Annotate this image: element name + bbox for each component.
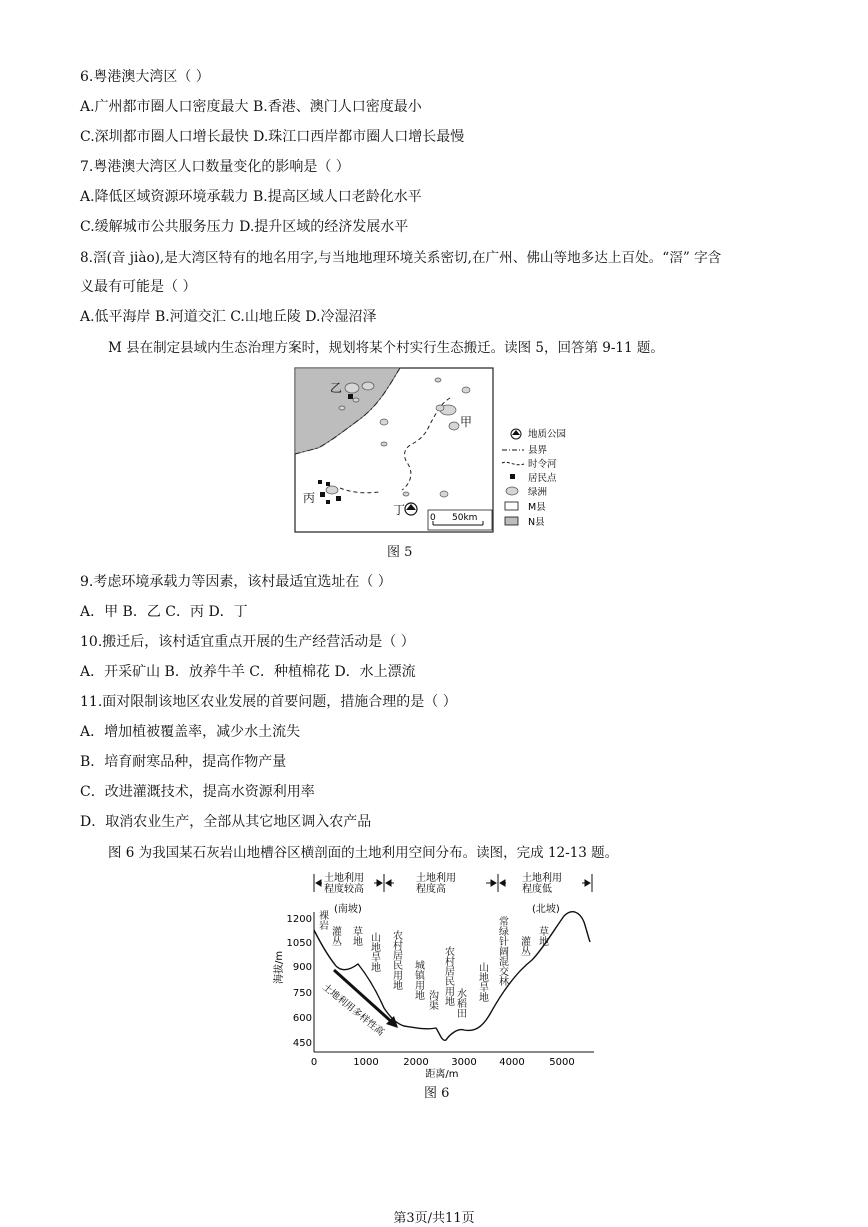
q8-options: A.低平海岸 B.河道交汇 C.山地丘陵 D.冷湿沼泽 (80, 309, 377, 325)
legend-river: 时令河 (528, 459, 557, 470)
oasis (403, 492, 409, 496)
q8-stem-2: 义最有可能是（ ） (80, 279, 197, 295)
x-tick: 2000 (403, 1057, 429, 1068)
x-axis-label: 距离/m (425, 1069, 459, 1078)
scale-distance: 50km (452, 513, 478, 523)
label-rural-residential-1: 农村居民用地 (390, 930, 402, 990)
q11-option-b: B．培育耐寒品种，提高作物产量 (80, 754, 287, 770)
q11-option-d: D．取消农业生产，全部从其它地区调入农产品 (80, 814, 372, 830)
figure-6-caption: 图 6 (424, 1086, 450, 1101)
y-tick: 1050 (286, 938, 312, 949)
oasis (339, 406, 345, 410)
band-label-2-line-1: 土地利用 (416, 873, 456, 884)
legend-river-icon (502, 462, 524, 465)
settlement (318, 480, 322, 484)
legend-oasis-icon (506, 487, 518, 495)
legend-oasis: 绿洲 (528, 487, 548, 498)
q9-options: A．甲 B．乙 C．丙 D．丁 (80, 604, 248, 620)
q6-options-2: C.深圳都市圈人口增长最快 D.珠江口西岸都市圈人口增长最慢 (80, 129, 465, 145)
q7-options-1: A.降低区域资源环境承载力 B.提高区域人口老龄化水平 (80, 189, 422, 205)
oasis (449, 422, 459, 430)
figure-5-map (290, 364, 590, 536)
label-grass-north: 草地 (536, 926, 548, 946)
legend-boundary: 县界 (528, 445, 548, 456)
oasis (326, 486, 338, 494)
figure-5-caption: 图 5 (387, 545, 413, 560)
x-tick: 4000 (499, 1057, 525, 1068)
band-label-2-line-2: 程度高 (416, 884, 446, 895)
figure-6-profile (270, 866, 610, 1078)
x-tick: 3000 (451, 1057, 477, 1068)
intro-figure-5: M 县在制定县域内生态治理方案时，规划将某个村实行生态搬迁。读图 5，回答第 9-11 题。 (108, 340, 664, 356)
y-tick: 1200 (286, 914, 312, 925)
label-mixed-forest: 常绿针阔混交林 (496, 916, 508, 986)
q8-stem-1: 8.滘(音 jiào),是大湾区特有的地名用字,与当地地理环境关系密切,在广州、佛山等地多达上百处。“滘” 字含 (80, 250, 722, 266)
band-label-1-line-1: 土地利用 (324, 873, 364, 884)
scale-zero: 0 (430, 513, 436, 523)
legend-settlement: 居民点 (528, 473, 557, 484)
north-slope-label: (北坡) (532, 904, 560, 915)
label-canal: 沟渠 (426, 990, 438, 1010)
page-footer: 第3页/共11页 (393, 1211, 475, 1226)
legend-n-county-icon (505, 517, 518, 525)
settlement (326, 500, 330, 504)
oasis (353, 398, 359, 402)
place-ding: 丁 (393, 503, 406, 517)
oasis (362, 382, 374, 390)
y-tick: 900 (292, 962, 312, 973)
y-tick: 750 (292, 988, 312, 999)
oasis (440, 491, 448, 497)
q9-stem: 9.考虑环境承载力等因素，该村最适宜选址在（ ） (80, 574, 392, 590)
q10-options: A．开采矿山 B．放养牛羊 C．种植棉花 D．水上漂流 (80, 664, 416, 680)
oasis (381, 442, 387, 446)
oasis (435, 378, 441, 382)
place-jia: 甲 (460, 415, 473, 429)
label-bare-rock: 裸岩 (316, 910, 328, 930)
label-urban-land: 城镇用地 (412, 960, 424, 1000)
q11-stem: 11.面对限制该地区农业发展的首要问题，措施合理的是（ ） (80, 694, 457, 710)
settlement (320, 492, 325, 497)
settlement (348, 394, 353, 399)
diversity-arrow-label: 土地利用多样性高 (320, 981, 387, 1039)
legend-settlement-icon (510, 474, 515, 479)
y-tick: 600 (292, 1013, 312, 1024)
band-label-3-line-2: 程度低 (522, 884, 552, 895)
oasis (436, 405, 444, 411)
y-axis-label: 海拔/m (274, 950, 285, 984)
label-dryland-north: 山地旱地 (476, 962, 488, 1002)
oasis (462, 387, 470, 393)
legend-n-county: N县 (528, 517, 545, 528)
x-tick: 5000 (549, 1057, 575, 1068)
q11-option-a: A．增加植被覆盖率，减少水土流失 (80, 724, 301, 740)
legend-m-county-icon (505, 502, 518, 510)
settlement (336, 496, 341, 501)
band-label-3-line-1: 土地利用 (522, 873, 562, 884)
x-tick: 1000 (353, 1057, 379, 1068)
label-paddy: 水稻田 (454, 988, 466, 1018)
legend-m-county: M县 (528, 502, 546, 513)
y-tick: 450 (292, 1038, 312, 1049)
intro-figure-6: 图 6 为我国某石灰岩山地槽谷区横剖面的土地利用空间分布。读图，完成 12-13 题。 (108, 845, 619, 861)
oasis (380, 419, 388, 425)
label-shrub-north: 灌丛 (518, 936, 530, 956)
q6-stem: 6.粤港澳大湾区（ ） (80, 69, 210, 85)
x-tick: 0 (310, 1057, 318, 1068)
label-shrub-south: 灌丛 (329, 926, 341, 946)
q7-stem: 7.粤港澳大湾区人口数量变化的影响是（ ） (80, 159, 350, 175)
settlement (326, 482, 330, 486)
q6-options-1: A.广州都市圈人口密度最大 B.香港、澳门人口密度最小 (80, 99, 422, 115)
q10-stem: 10.搬迁后，该村适宜重点开展的生产经营活动是（ ） (80, 634, 415, 650)
label-grass-south: 草地 (350, 926, 362, 946)
place-yi: 乙 (330, 381, 343, 395)
q7-options-2: C.缓解城市公共服务压力 D.提升区域的经济发展水平 (80, 219, 409, 235)
label-rural-residential-2: 农村居民用地 (442, 946, 454, 1006)
q11-option-c: C．改进灌溉技术，提高水资源利用率 (80, 784, 315, 800)
place-bing: 丙 (303, 491, 316, 505)
label-dryland-south: 山地旱地 (368, 932, 380, 972)
band-label-1-line-2: 程度较高 (324, 884, 364, 895)
legend-geopark: 地质公园 (528, 429, 567, 440)
south-slope-label: (南坡) (334, 904, 362, 915)
oasis (345, 383, 359, 393)
